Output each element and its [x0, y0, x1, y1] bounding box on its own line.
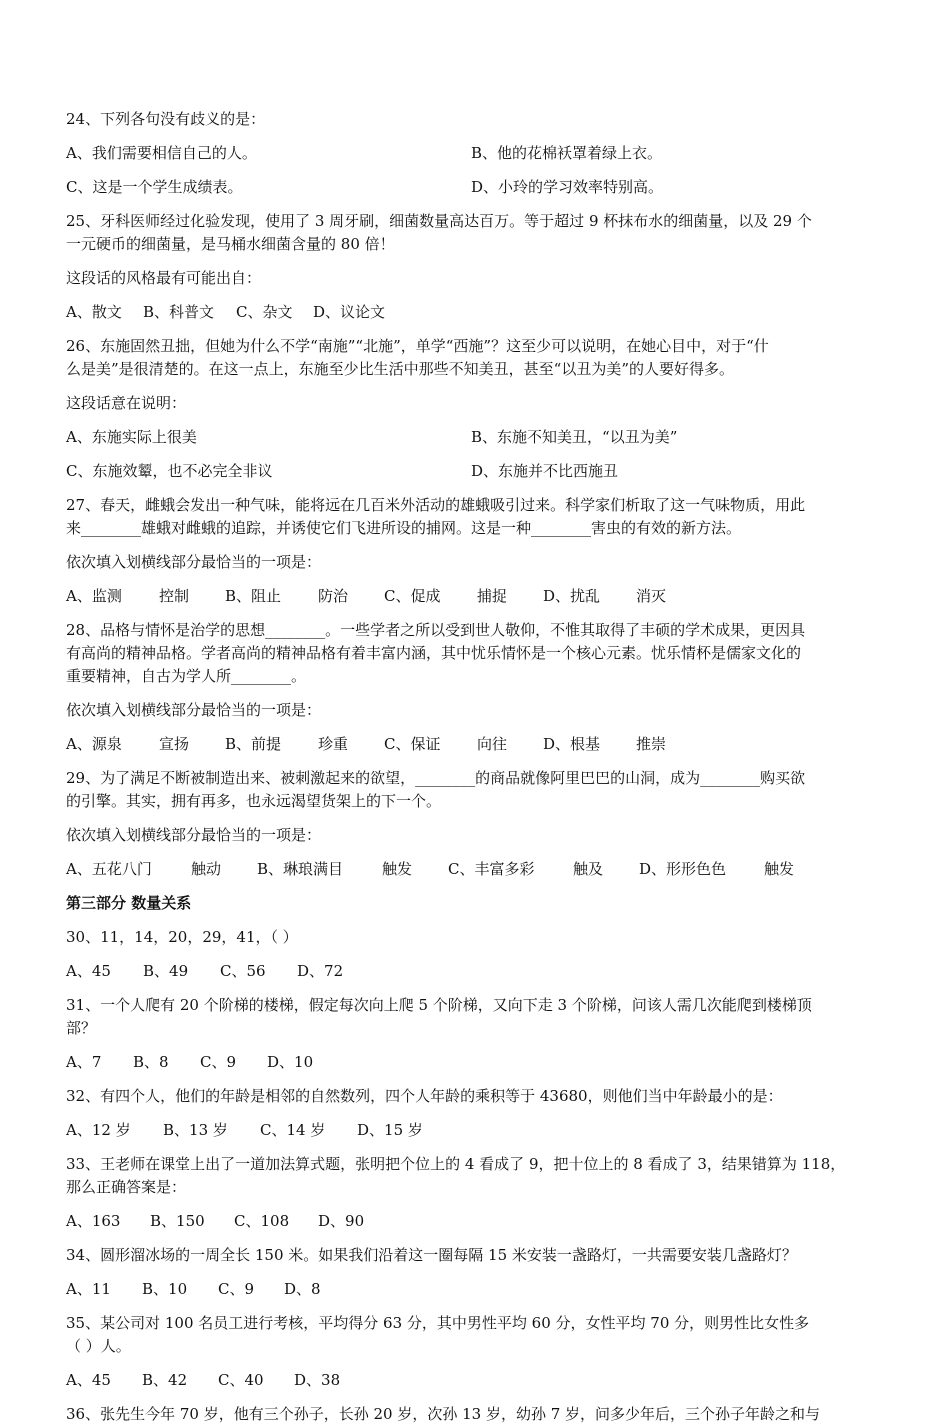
q32-option-d: D、15 岁	[357, 1121, 423, 1139]
q32-option-a: A、12 岁	[66, 1121, 131, 1139]
q29-option-c-word2: 触及	[573, 860, 604, 878]
q26-options-row2	[66, 460, 886, 483]
q29-prompt: 依次填入划横线部分最恰当的一项是：	[66, 826, 322, 844]
q35-line2: （ ）人。	[66, 1337, 131, 1355]
q27-options	[66, 585, 886, 608]
q33-line2: 那么正确答案是：	[66, 1178, 187, 1196]
q26-option-d: D、东施并不比西施丑	[471, 462, 619, 480]
q27-option-b-word2: 防治	[318, 587, 349, 605]
q31-line1: 31、一个人爬有 20 个阶梯的楼梯，假定每次向上爬 5 个阶梯，又向下走 3 个阶梯，问该人需几次能爬到楼梯顶	[66, 996, 812, 1014]
q26-line2: 么是美”是很清楚的。在这一点上，东施至少比生活中那些不知美丑，甚至“以丑为美”的人要好得多。	[66, 360, 735, 378]
q24-option-b: B、他的花棉袄罩着绿上衣。	[471, 144, 663, 162]
q24-options-row2	[66, 176, 886, 199]
q34-options	[66, 1278, 886, 1301]
q25-option-c: C、杂文	[236, 303, 293, 321]
q25-option-a: A、散文	[66, 303, 122, 321]
q26-line1: 26、东施固然丑拙，但她为什么不学“南施”“北施”，单学“西施”？这至少可以说明，在她心目中，对于“什	[66, 337, 769, 355]
q28-options	[66, 733, 886, 756]
q26-options-row1	[66, 426, 886, 449]
q28-line1: 28、品格与情怀是治学的思想________。一些学者之所以受到世人敬仰，不惟其取得了丰硕的学术成果，更因具	[66, 621, 806, 639]
exam-page	[66, 108, 886, 1426]
q33-option-b: B、150	[150, 1212, 205, 1230]
q27-option-a-word2: 控制	[159, 587, 190, 605]
q29-option-b-word2: 触发	[382, 860, 413, 878]
q27-option-d-word2: 消灭	[636, 587, 667, 605]
q29-option-d-word2: 触发	[764, 860, 795, 878]
q27-option-c-word1: C、促成	[384, 587, 441, 605]
q34-option-b: B、10	[142, 1280, 188, 1298]
q25-option-b: B、科普文	[143, 303, 215, 321]
section-heading-quantitative: 第三部分 数量关系	[66, 894, 192, 912]
q36-line1: 36、张先生今年 70 岁，他有三个孙子，长孙 20 岁，次孙 13 岁，幼孙 7 岁，问多少年后，三个孙子年龄之和与	[66, 1405, 821, 1423]
q30-option-b: B、49	[143, 962, 189, 980]
q32-options	[66, 1119, 886, 1142]
q29-line1: 29、为了满足不断被制造出来、被刺激起来的欲望，________的商品就像阿里巴巴的山洞，成为________购买欲	[66, 769, 806, 787]
q31-line2: 部？	[66, 1019, 97, 1037]
q24-options-row1	[66, 142, 886, 165]
q31-option-a: A、7	[66, 1053, 102, 1071]
q30-options	[66, 960, 886, 983]
q27-option-d-word1: D、扰乱	[543, 587, 601, 605]
q25-line1: 25、牙科医师经过化验发现，使用了 3 周牙刷，细菌数量高达百万。等于超过 9 杯抹布水的细菌量，以及 29 个	[66, 212, 812, 230]
q28-option-d-word2: 推崇	[636, 735, 667, 753]
q35-option-b: B、42	[142, 1371, 188, 1389]
q28-line2: 有高尚的精神品格。学者高尚的精神品格有着丰富内涵，其中忧乐情怀是一个核心元素。忧乐情杯是儒家文化的	[66, 644, 802, 662]
q33-options	[66, 1210, 886, 1233]
q28-line3: 重要精神，自古为学人所________。	[66, 667, 307, 685]
q32-option-c: C、14 岁	[260, 1121, 326, 1139]
q30-option-d: D、72	[297, 962, 344, 980]
q28-option-a-word2: 宣扬	[159, 735, 190, 753]
q29-option-b-word1: B、琳琅满目	[257, 860, 344, 878]
q33-line1: 33、王老师在课堂上出了一道加法算式题，张明把个位上的 4 看成了 9，把十位上的 8 看成了 3，结果错算为 118，	[66, 1155, 846, 1173]
q30-stem: 30、11，14，20，29，41，（ ）	[66, 928, 298, 946]
q33-option-a: A、163	[66, 1212, 121, 1230]
q35-option-a: A、45	[66, 1371, 111, 1389]
q29-line2: 的引擎。其实，拥有再多，也永远渴望货架上的下一个。	[66, 792, 442, 810]
q31-option-b: B、8	[133, 1053, 169, 1071]
q28-option-a-word1: A、源泉	[66, 735, 122, 753]
q31-option-d: D、10	[267, 1053, 314, 1071]
q29-option-a-word2: 触动	[191, 860, 222, 878]
q28-option-b-word1: B、前提	[225, 735, 282, 753]
q33-option-d: D、90	[318, 1212, 365, 1230]
q28-prompt: 依次填入划横线部分最恰当的一项是：	[66, 701, 322, 719]
q27-line2: 来________雄蛾对雌蛾的追踪，并诱使它们飞进所设的捕网。这是一种________害虫的有效的新方法。	[66, 519, 742, 537]
q27-line1: 27、春天，雌蛾会发出一种气味，能将远在几百米外活动的雄蛾吸引过来。科学家们析取了这一气味物质，用此	[66, 496, 806, 514]
q35-option-d: D、38	[294, 1371, 341, 1389]
q28-option-b-word2: 珍重	[318, 735, 349, 753]
q31-options	[66, 1051, 886, 1074]
q30-option-a: A、45	[66, 962, 111, 980]
q24-option-c: C、这是一个学生成绩表。	[66, 178, 243, 196]
q29-options	[66, 858, 886, 881]
q25-prompt: 这段话的风格最有可能出自：	[66, 269, 262, 287]
q30-option-c: C、56	[220, 962, 266, 980]
q26-prompt: 这段话意在说明：	[66, 394, 187, 412]
q24-option-a: A、我们需要相信自己的人。	[66, 144, 257, 162]
q34-stem: 34、圆形溜冰场的一周全长 150 米。如果我们沿着这一圈每隔 15 米安装一盏路灯，一共需要安装几盏路灯？	[66, 1246, 797, 1264]
q31-option-c: C、9	[200, 1053, 237, 1071]
q27-prompt: 依次填入划横线部分最恰当的一项是：	[66, 553, 322, 571]
q32-option-b: B、13 岁	[163, 1121, 228, 1139]
q28-option-c-word2: 向往	[477, 735, 508, 753]
q29-option-d-word1: D、形形色色	[639, 860, 727, 878]
q26-option-b: B、东施不知美丑，“以丑为美”	[471, 428, 678, 446]
q25-option-d: D、议论文	[313, 303, 386, 321]
q32-stem: 32、有四个人，他们的年龄是相邻的自然数列，四个人年龄的乘积等于 43680，则他们当中年龄最小的是：	[66, 1087, 783, 1105]
q27-option-c-word2: 捕捉	[477, 587, 508, 605]
q29-option-c-word1: C、丰富多彩	[448, 860, 535, 878]
q26-option-a: A、东施实际上很美	[66, 428, 197, 446]
q27-option-a-word1: A、监测	[66, 587, 122, 605]
q34-option-c: C、9	[218, 1280, 255, 1298]
q33-option-c: C、108	[234, 1212, 290, 1230]
q35-options	[66, 1369, 886, 1392]
q35-line1: 35、某公司对 100 名员工进行考核，平均得分 63 分，其中男性平均 60 分，女性平均 70 分，则男性比女性多	[66, 1314, 810, 1332]
q26-option-c: C、东施效颦，也不必完全非议	[66, 462, 273, 480]
q25-line2: 一元硬币的细菌量，是马桶水细菌含量的 80 倍！	[66, 235, 395, 253]
q25-options	[66, 301, 886, 324]
q24-option-d: D、小玲的学习效率特别高。	[471, 178, 664, 196]
q28-option-c-word1: C、保证	[384, 735, 441, 753]
q29-option-a-word1: A、五花八门	[66, 860, 152, 878]
q35-option-c: C、40	[218, 1371, 264, 1389]
q24-stem: 24、下列各句没有歧义的是：	[66, 110, 266, 128]
q34-option-d: D、8	[284, 1280, 321, 1298]
q34-option-a: A、11	[66, 1280, 111, 1298]
q27-option-b-word1: B、阻止	[225, 587, 282, 605]
q28-option-d-word1: D、根基	[543, 735, 601, 753]
